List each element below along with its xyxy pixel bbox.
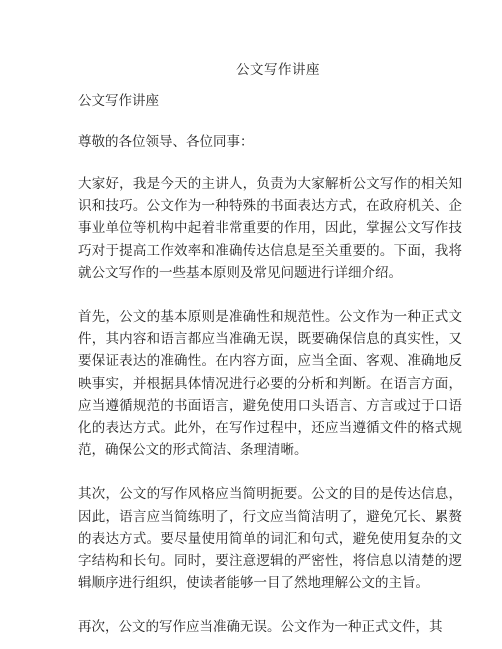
salutation: 尊敬的各位领导、各位同事： bbox=[78, 134, 254, 150]
document-subtitle: 公文写作讲座 bbox=[78, 93, 159, 109]
paragraph-principles: 首先，公文的基本原则是准确性和规范性。公文作为一种正式文件，其内容和语言都应当准确无误，既要确保信息的真实性，又要保证表达的准确性。在内容方面，应当全面、客观、准确地反映事实，并根据具体情况进行必要的分析和判断。在语言方面，应当遵循规范的书面语言，避免使用口头语言、方言或过于口语化的表达方式。此外，在写作过程中，还应当遵循文件的格式规范，确保公文的形式简洁、条理清晰。 bbox=[78, 309, 462, 459]
paragraph-style: 其次，公文的写作风格应当简明扼要。公文的目的是传达信息，因此，语言应当简练明了，行文应当简洁明了，避免冗长、累赘的表达方式。要尽量使用简单的词汇和句式，避免使用复杂的文字结构和长句。同时，要注意逻辑的严密性，将信息以清楚的逻辑顺序进行组织，使读者能够一目了然地理解公文的主旨。 bbox=[78, 486, 462, 592]
document-title: 公文写作讲座 bbox=[236, 62, 320, 78]
paragraph-accuracy: 再次，公文的写作应当准确无误。公文作为一种正式文件，其 bbox=[78, 619, 443, 636]
paragraph-intro: 大家好，我是今天的主讲人，负责为大家解析公文写作的相关知识和技巧。公文作为一种特殊的书面表达方式，在政府机关、企事业单位等机构中起着非常重要的作用，因此，掌握公文写作技巧对于提高工作效率和准确传达信息是至关重要的。下面，我将就公文写作的一些基本原则及常见问题进行详细介绍。 bbox=[78, 176, 462, 281]
